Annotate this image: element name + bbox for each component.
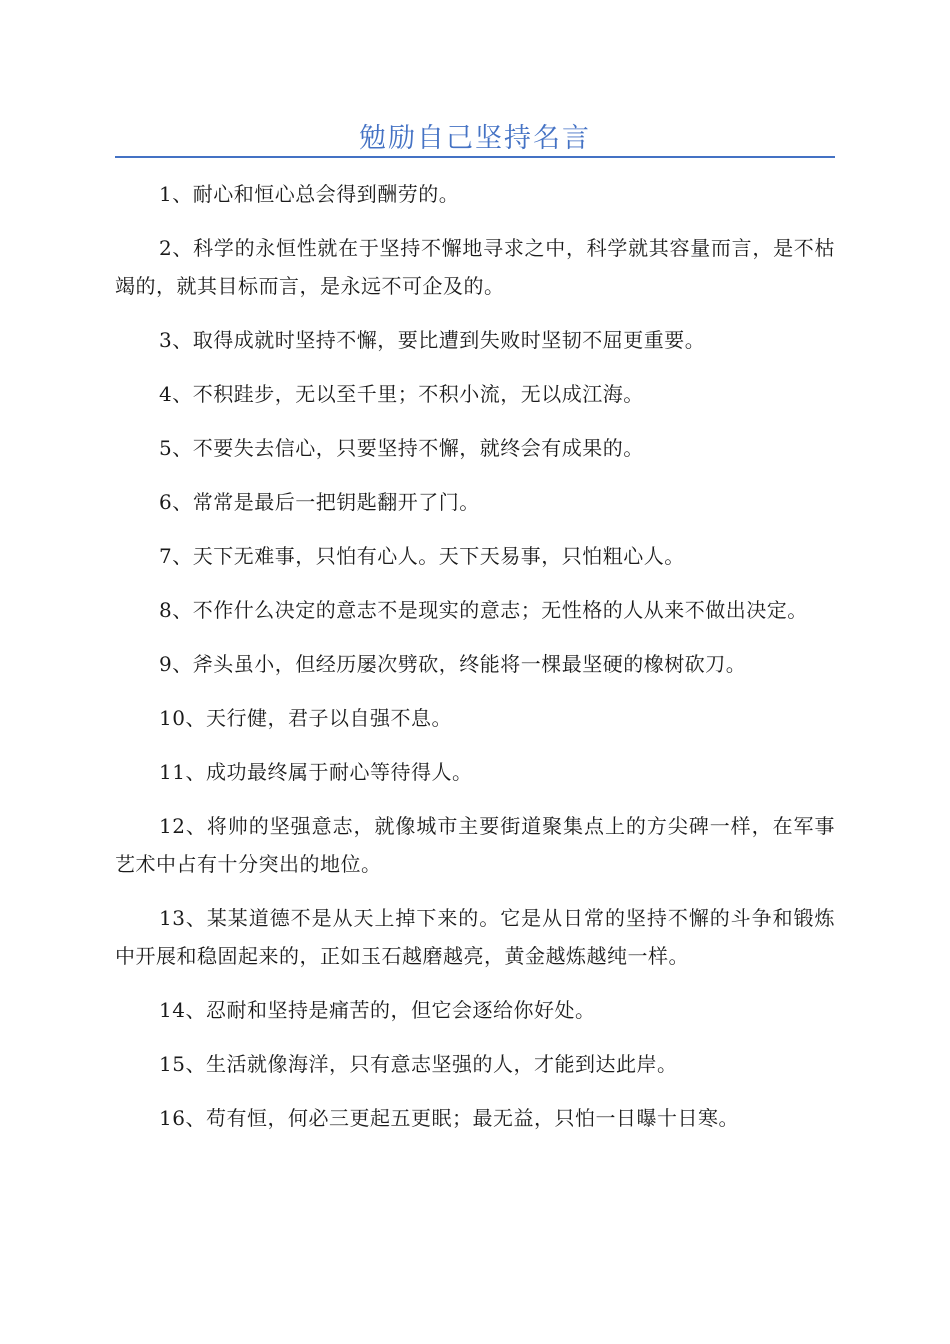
quote-item: 12、将帅的坚强意志，就像城市主要街道聚集点上的方尖碑一样，在军事艺术中占有十分突出的地位。	[115, 814, 835, 876]
title-block	[115, 112, 835, 158]
quote-item: 7、天下无难事，只怕有心人。天下天易事，只怕粗心人。	[159, 544, 685, 568]
quote-item: 13、某某道德不是从天上掉下来的。它是从日常的坚持不懈的斗争和锻炼中开展和稳固起来的，正如玉石越磨越亮，黄金越炼越纯一样。	[115, 906, 835, 968]
quote-list	[115, 175, 835, 1153]
quote-item: 4、不积跬步，无以至千里；不积小流，无以成江海。	[159, 382, 644, 406]
quote-item: 15、生活就像海洋，只有意志坚强的人，才能到达此岸。	[159, 1052, 678, 1076]
quote-item: 10、天行健，君子以自强不息。	[159, 706, 452, 730]
quote-item: 11、成功最终属于耐心等待得人。	[159, 760, 473, 784]
quote-item: 6、常常是最后一把钥匙翻开了门。	[159, 490, 480, 514]
quote-item: 8、不作什么决定的意志不是现实的意志；无性格的人从来不做出决定。	[159, 598, 808, 622]
quote-item: 1、耐心和恒心总会得到酬劳的。	[159, 182, 460, 206]
page-title: 勉励自己坚持名言	[359, 123, 591, 154]
quote-item: 2、科学的永恒性就在于坚持不懈地寻求之中，科学就其容量而言，是不枯竭的，就其目标而言，是永远不可企及的。	[115, 236, 835, 298]
quote-item: 14、忍耐和坚持是痛苦的，但它会逐给你好处。	[159, 998, 596, 1022]
quote-item: 3、取得成就时坚持不懈，要比遭到失败时坚韧不屈更重要。	[159, 328, 706, 352]
quote-item: 5、不要失去信心，只要坚持不懈，就终会有成果的。	[159, 436, 644, 460]
quote-item: 16、苟有恒，何必三更起五更眠；最无益，只怕一日曝十日寒。	[159, 1106, 739, 1130]
quote-item: 9、斧头虽小，但经历屡次劈砍，终能将一棵最坚硬的橡树砍刀。	[159, 652, 747, 676]
